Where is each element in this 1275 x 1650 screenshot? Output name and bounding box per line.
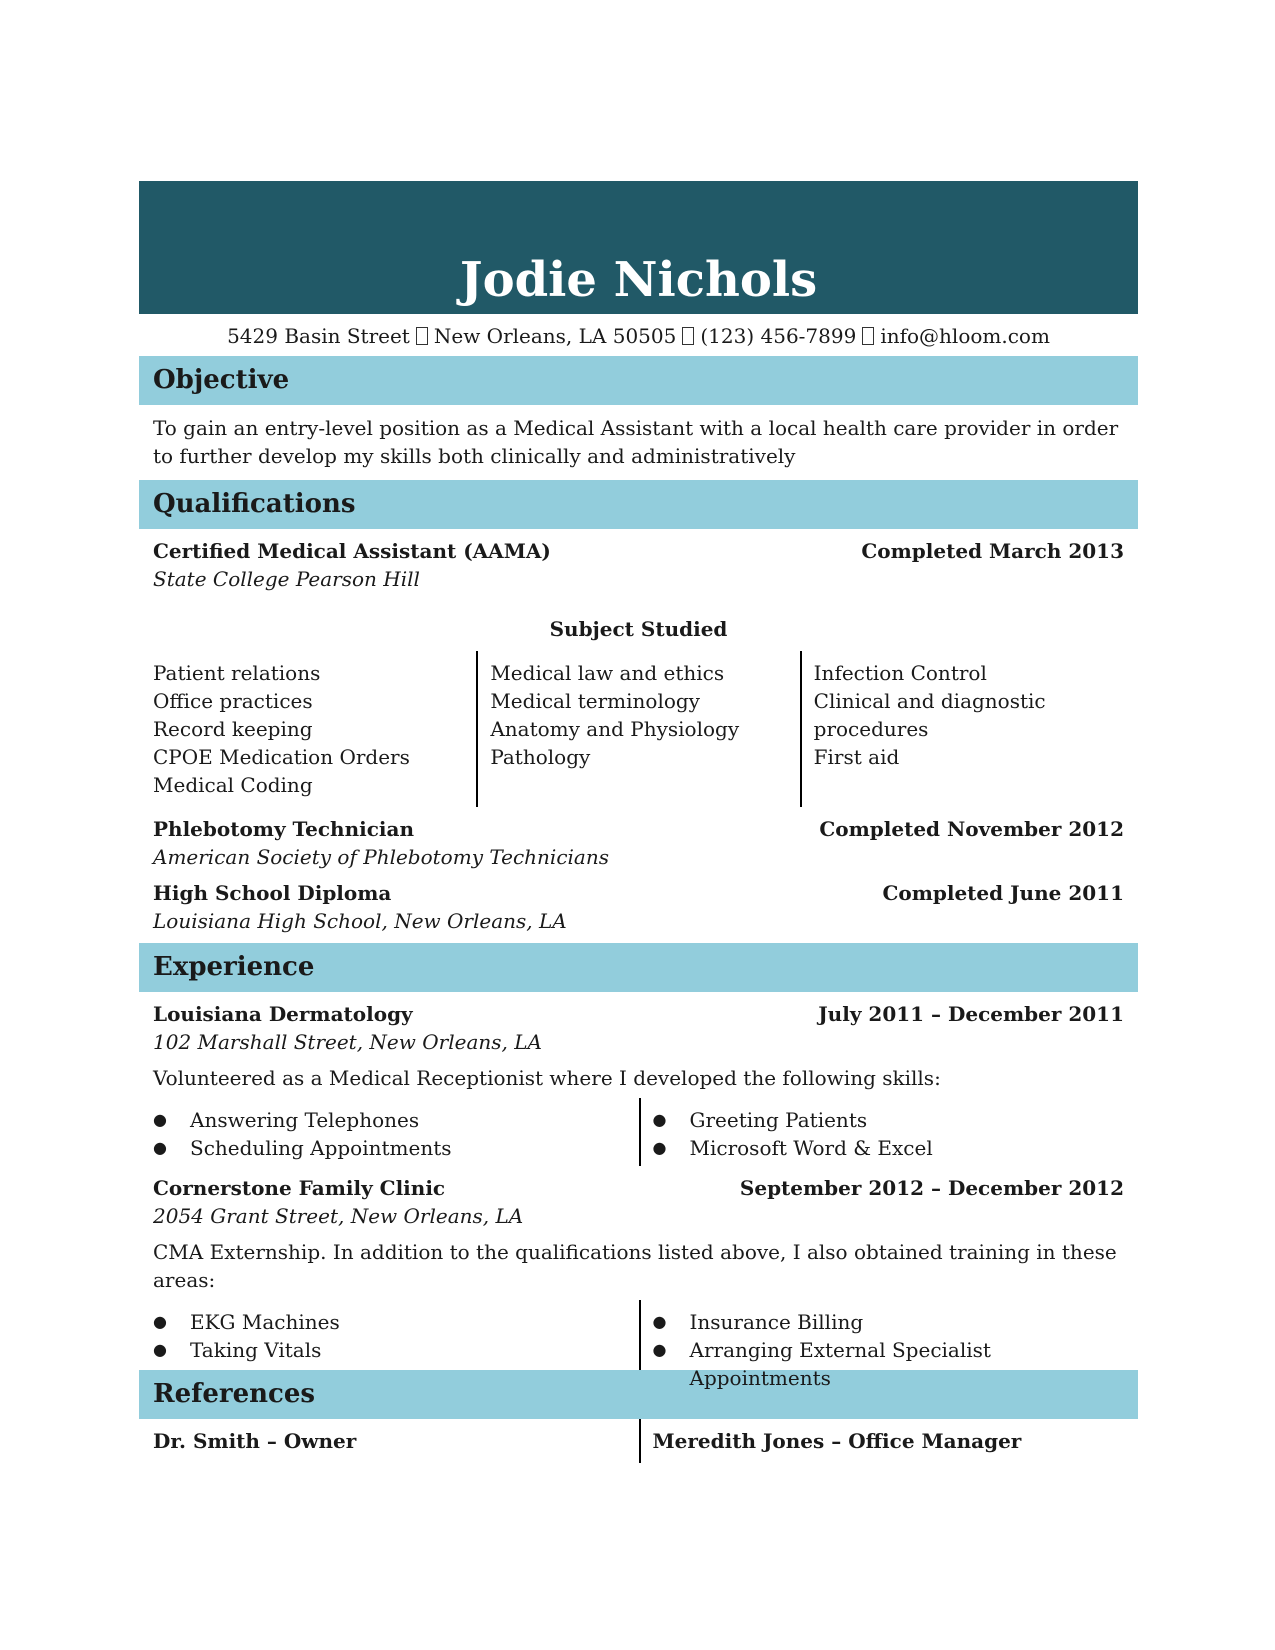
subject-item: Anatomy and Physiology: [490, 717, 740, 741]
job-dates: July 2011 – December 2011: [818, 1002, 1124, 1026]
skills-column: [153, 1300, 639, 1370]
subjects-column: [476, 651, 799, 807]
subjects-heading: Subject Studied: [549, 617, 728, 641]
contact-line: [139, 324, 1138, 356]
job-address: 102 Marshall Street, New Orleans, LA: [153, 1030, 542, 1054]
skills-grid: [153, 1300, 1124, 1390]
subject-item: Office practices: [153, 689, 313, 713]
section-heading-qualifications: Qualifications: [139, 480, 1138, 529]
subject-item: Record keeping: [153, 717, 313, 741]
job-description: Volunteered as a Medical Receptionist where I developed the following skills:: [153, 1066, 941, 1090]
job-dates: September 2012 – December 2012: [739, 1176, 1124, 1200]
qualification-date: Completed March 2013: [861, 539, 1124, 563]
experience-body: [139, 992, 1138, 1390]
skill-item: ● Arranging External Specialist Appointments: [653, 1336, 1125, 1392]
subject-item: CPOE Medication Orders: [153, 745, 410, 769]
qualification-row: [153, 537, 1124, 565]
subject-item: Pathology: [490, 745, 591, 769]
subjects-column: [800, 651, 1123, 807]
subjects-column: [153, 651, 476, 807]
skill-item: ● Taking Vitals: [153, 1336, 639, 1364]
reference-item: Dr. Smith – Owner: [153, 1429, 357, 1453]
subject-item: Patient relations: [153, 661, 321, 685]
name-banner: [139, 181, 1138, 314]
section-heading-objective: Objective: [139, 356, 1138, 405]
qualification-date: Completed November 2012: [819, 817, 1124, 841]
job-employer: Cornerstone Family Clinic: [153, 1176, 446, 1200]
references-body: [139, 1419, 1138, 1463]
job-employer: Louisiana Dermatology: [153, 1002, 413, 1026]
subject-item: Medical terminology: [490, 689, 700, 713]
section-heading-references: References: [139, 1370, 1138, 1419]
subject-item: Medical law and ethics: [490, 661, 725, 685]
candidate-name: Jodie Nichols: [459, 252, 818, 308]
qualification-school: Louisiana High School, New Orleans, LA: [153, 909, 567, 933]
skill-item: ● Answering Telephones: [153, 1106, 639, 1134]
skill-item: ● Microsoft Word & Excel: [653, 1134, 1125, 1162]
objective-text: To gain an entry-level position as a Medical Assistant with a local health care provider in order to further develop my skills both clinically and administratively: [153, 416, 1119, 468]
separator-box-icon: [862, 327, 874, 345]
reference-item: Meredith Jones – Office Manager: [639, 1419, 1125, 1463]
subject-item: Medical Coding: [153, 773, 313, 797]
section-heading-experience: Experience: [139, 943, 1138, 992]
job-row: [153, 1000, 1124, 1028]
job-address: 2054 Grant Street, New Orleans, LA: [153, 1204, 524, 1228]
objective-body: [139, 405, 1138, 480]
contact-city: New Orleans, LA 50505: [433, 324, 677, 348]
contact-email: info@hloom.com: [880, 324, 1050, 348]
qualification-date: Completed June 2011: [882, 881, 1124, 905]
skills-column: [153, 1098, 639, 1166]
qualification-row: [153, 879, 1124, 907]
separator-box-icon: [682, 327, 694, 345]
resume-page: [139, 181, 1138, 1463]
contact-phone: (123) 456-7899: [700, 324, 857, 348]
subjects-grid: [153, 651, 1124, 807]
skill-item: ● Scheduling Appointments: [153, 1134, 639, 1162]
subject-item: Clinical and diagnostic procedures: [813, 689, 1046, 741]
qualification-row: [153, 815, 1124, 843]
qualification-title: High School Diploma: [153, 881, 392, 905]
skill-item: ● Greeting Patients: [653, 1106, 1125, 1134]
job-description: CMA Externship. In addition to the qualifications listed above, I also obtained training in these areas:: [153, 1240, 1117, 1292]
qualification-school: American Society of Phlebotomy Technicians: [153, 845, 609, 869]
separator-box-icon: [416, 327, 428, 345]
skill-item: ● Insurance Billing: [653, 1308, 1125, 1336]
subject-item: Infection Control: [813, 661, 987, 685]
qualification-title: Phlebotomy Technician: [153, 817, 414, 841]
skill-item: ● EKG Machines: [153, 1308, 639, 1336]
skills-column: [639, 1300, 1125, 1390]
skills-grid: [153, 1098, 1124, 1166]
qualifications-body: [139, 529, 1138, 943]
contact-address: 5429 Basin Street: [227, 324, 410, 348]
references-grid: [153, 1419, 1124, 1463]
qualification-title: Certified Medical Assistant (AAMA): [153, 539, 551, 563]
subject-item: First aid: [813, 745, 900, 769]
job-row: [153, 1174, 1124, 1202]
skills-column: [639, 1098, 1125, 1166]
qualification-school: State College Pearson Hill: [153, 567, 420, 591]
